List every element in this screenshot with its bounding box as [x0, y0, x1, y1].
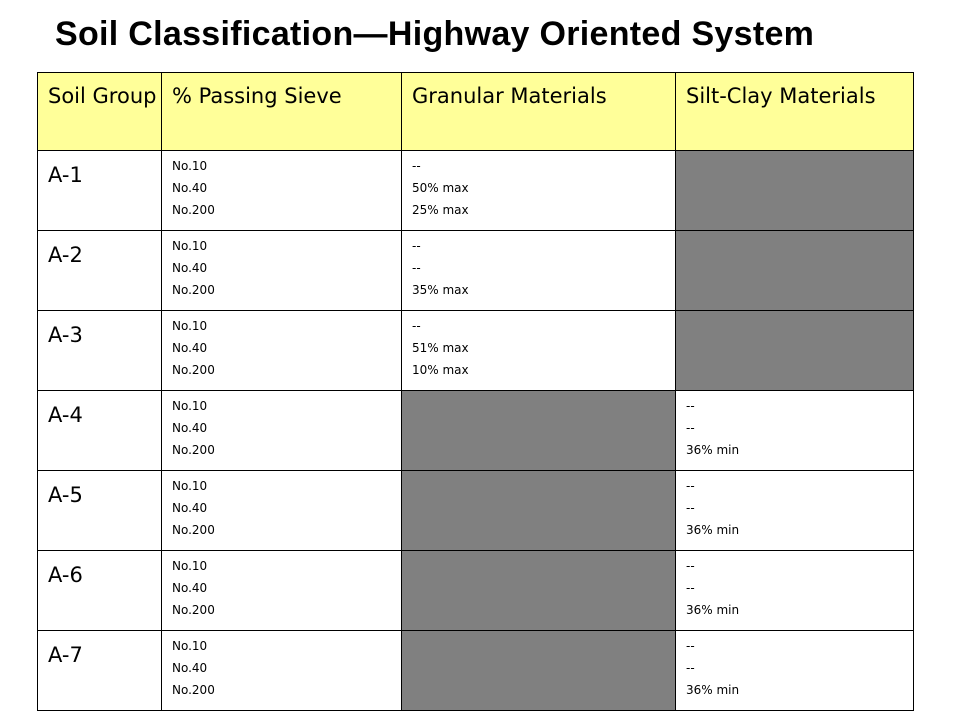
- soil-group-cell: A-2: [38, 231, 162, 311]
- sieve-cell-value: No.200: [172, 203, 215, 217]
- sieve-cell: [162, 631, 402, 711]
- page-title: Soil Classification—Highway Oriented System: [55, 15, 815, 53]
- granular-cell: [402, 471, 676, 551]
- sieve-cell-value: No.200: [172, 523, 215, 537]
- header-silt-clay-materials: Silt-Clay Materials: [676, 73, 914, 151]
- sieve-cell-value: No.10: [172, 639, 208, 653]
- table-body: [38, 151, 914, 711]
- table-row: [38, 631, 914, 711]
- sieve-cell-value: No.40: [172, 341, 208, 355]
- soil-classification-table: [37, 72, 914, 711]
- soil-group-cell: A-6: [38, 551, 162, 631]
- silt-clay-cell-value: --: [686, 639, 695, 653]
- silt-clay-cell: [676, 311, 914, 391]
- granular-cell-value: 50% max: [412, 181, 469, 195]
- silt-clay-cell-value: --: [686, 421, 695, 435]
- sieve-cell-value: No.40: [172, 261, 208, 275]
- granular-cell-value: 51% max: [412, 341, 469, 355]
- soil-group-cell: A-4: [38, 391, 162, 471]
- silt-clay-cell-value: 36% min: [686, 523, 740, 537]
- silt-clay-cell-value: --: [686, 661, 695, 675]
- granular-cell-value: --: [412, 319, 421, 333]
- silt-clay-cell-value: --: [686, 581, 695, 595]
- table-row: [38, 391, 914, 471]
- sieve-cell-value: No.10: [172, 159, 208, 173]
- sieve-cell-value: No.200: [172, 603, 215, 617]
- granular-cell-value: 25% max: [412, 203, 469, 217]
- table-row: [38, 151, 914, 231]
- silt-clay-cell: [676, 631, 914, 711]
- header-percent-passing-sieve: % Passing Sieve: [162, 73, 402, 151]
- table-row: [38, 551, 914, 631]
- granular-cell: [402, 551, 676, 631]
- silt-clay-cell-value: --: [686, 479, 695, 493]
- granular-cell: [402, 631, 676, 711]
- sieve-cell: [162, 471, 402, 551]
- silt-clay-cell-value: --: [686, 399, 695, 413]
- sieve-cell-value: No.40: [172, 421, 208, 435]
- table-header-row: [38, 73, 914, 151]
- sieve-cell: [162, 311, 402, 391]
- sieve-cell: [162, 551, 402, 631]
- header-soil-group: Soil Group: [38, 73, 162, 151]
- granular-cell-value: --: [412, 159, 421, 173]
- sieve-cell-value: No.40: [172, 661, 208, 675]
- sieve-cell-value: No.10: [172, 559, 208, 573]
- granular-cell-value: 10% max: [412, 363, 469, 377]
- soil-group-cell: A-5: [38, 471, 162, 551]
- soil-group-cell: A-1: [38, 151, 162, 231]
- granular-cell-value: --: [412, 261, 421, 275]
- silt-clay-cell: [676, 151, 914, 231]
- silt-clay-cell-value: --: [686, 501, 695, 515]
- sieve-cell-value: No.40: [172, 501, 208, 515]
- silt-clay-cell: [676, 391, 914, 471]
- silt-clay-cell: [676, 471, 914, 551]
- sieve-cell: [162, 391, 402, 471]
- sieve-cell-value: No.200: [172, 683, 215, 697]
- granular-cell: [402, 391, 676, 471]
- sieve-cell-value: No.200: [172, 363, 215, 377]
- sieve-cell-value: No.40: [172, 581, 208, 595]
- sieve-cell: [162, 151, 402, 231]
- granular-cell: [402, 151, 676, 231]
- granular-cell-value: --: [412, 239, 421, 253]
- silt-clay-cell: [676, 231, 914, 311]
- sieve-cell-value: No.200: [172, 443, 215, 457]
- sieve-cell-value: No.10: [172, 479, 208, 493]
- granular-cell: [402, 231, 676, 311]
- silt-clay-cell-value: 36% min: [686, 443, 740, 457]
- sieve-cell-value: No.40: [172, 181, 208, 195]
- header-granular-materials: Granular Materials: [402, 73, 676, 151]
- table-row: [38, 471, 914, 551]
- sieve-cell: [162, 231, 402, 311]
- granular-cell-value: 35% max: [412, 283, 469, 297]
- silt-clay-cell: [676, 551, 914, 631]
- sieve-cell-value: No.10: [172, 319, 208, 333]
- silt-clay-cell-value: 36% min: [686, 683, 740, 697]
- silt-clay-cell-value: 36% min: [686, 603, 740, 617]
- soil-group-cell: A-3: [38, 311, 162, 391]
- sieve-cell-value: No.10: [172, 399, 208, 413]
- sieve-cell-value: No.10: [172, 239, 208, 253]
- soil-group-cell: A-7: [38, 631, 162, 711]
- silt-clay-cell-value: --: [686, 559, 695, 573]
- granular-cell: [402, 311, 676, 391]
- table-row: [38, 231, 914, 311]
- table-row: [38, 311, 914, 391]
- sieve-cell-value: No.200: [172, 283, 215, 297]
